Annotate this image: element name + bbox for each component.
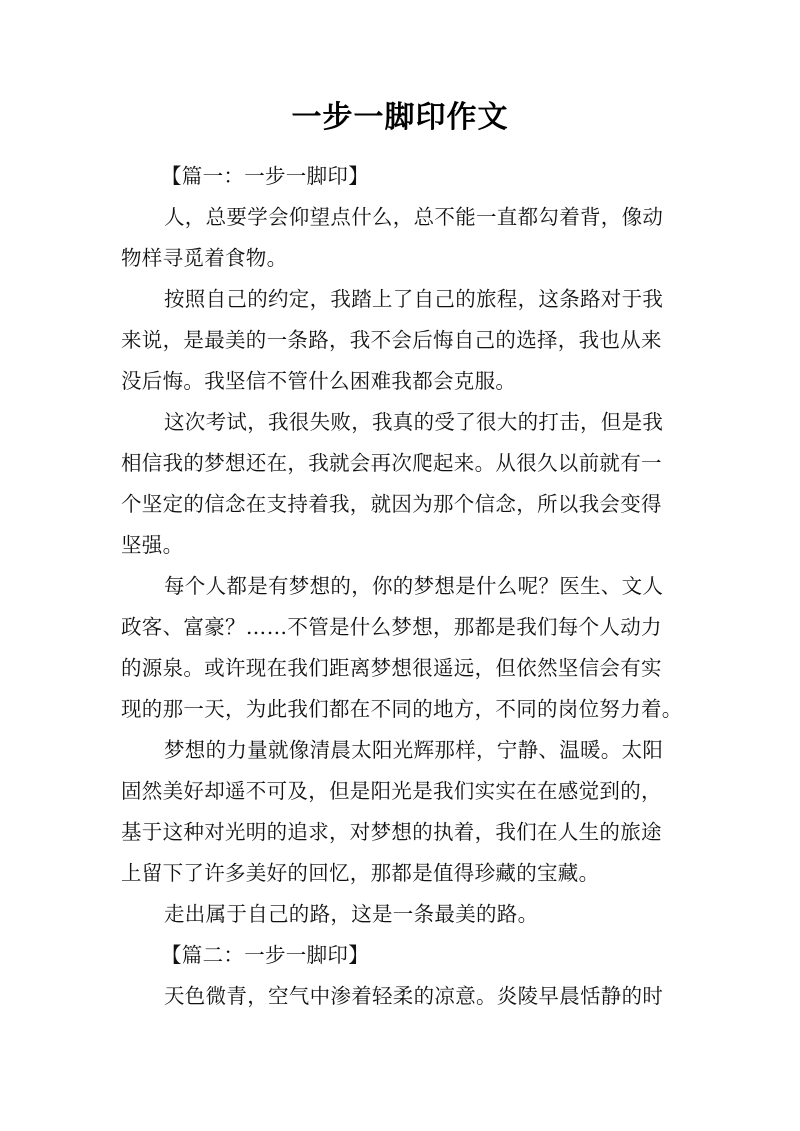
paragraph-line: 相信我的梦想还在，我就会再次爬起来。从很久以前就有一 — [121, 451, 662, 475]
document-title: 一步一脚印作文 — [291, 100, 509, 135]
paragraph-line: 天色微青，空气中渗着轻柔的凉意。炎陵早晨恬静的时 — [164, 984, 664, 1008]
paragraph-line: 这次考试，我很失败，我真的受了很大的打击，但是我 — [164, 410, 664, 434]
paragraph-line: 政客、富豪？……不管是什么梦想，那都是我们每个人动力 — [121, 615, 662, 639]
paragraph-line: 每个人都是有梦想的，你的梦想是什么呢？医生、文人 — [164, 574, 664, 598]
section-heading: 【篇二：一步一脚印】 — [161, 943, 369, 967]
paragraph-line: 物样寻觅着食物。 — [121, 246, 288, 270]
paragraph-line: 个坚定的信念在支持着我，就因为那个信念，所以我会变得 — [121, 492, 662, 516]
section-heading: 【篇一：一步一脚印】 — [161, 164, 369, 188]
paragraph-line: 上留下了许多美好的回忆，那都是值得珍藏的宝藏。 — [121, 861, 600, 885]
paragraph-line: 没后悔。我坚信不管什么困难我都会克服。 — [121, 369, 517, 393]
paragraph-line: 梦想的力量就像清晨太阳光辉那样，宁静、温暖。太阳 — [164, 738, 664, 762]
paragraph-line: 固然美好却遥不可及，但是阳光是我们实实在在感觉到的， — [121, 779, 662, 803]
paragraph-line: 人，总要学会仰望点什么，总不能一直都勾着背，像动 — [164, 205, 664, 229]
paragraph-line: 按照自己的约定，我踏上了自己的旅程，这条路对于我 — [164, 287, 664, 311]
paragraph-line: 的源泉。或许现在我们距离梦想很遥远，但依然坚信会有实 — [121, 656, 662, 680]
document-body — [121, 156, 681, 1017]
paragraph-line: 走出属于自己的路，这是一条最美的路。 — [164, 902, 539, 926]
paragraph-line: 现的那一天，为此我们都在不同的地方，不同的岗位努力着。 — [121, 697, 683, 721]
paragraph-line: 坚强。 — [121, 533, 184, 557]
paragraph-line: 基于这种对光明的追求，对梦想的执着，我们在人生的旅途 — [121, 820, 662, 844]
paragraph-line: 来说，是最美的一条路，我不会后悔自己的选择，我也从来 — [121, 328, 662, 352]
